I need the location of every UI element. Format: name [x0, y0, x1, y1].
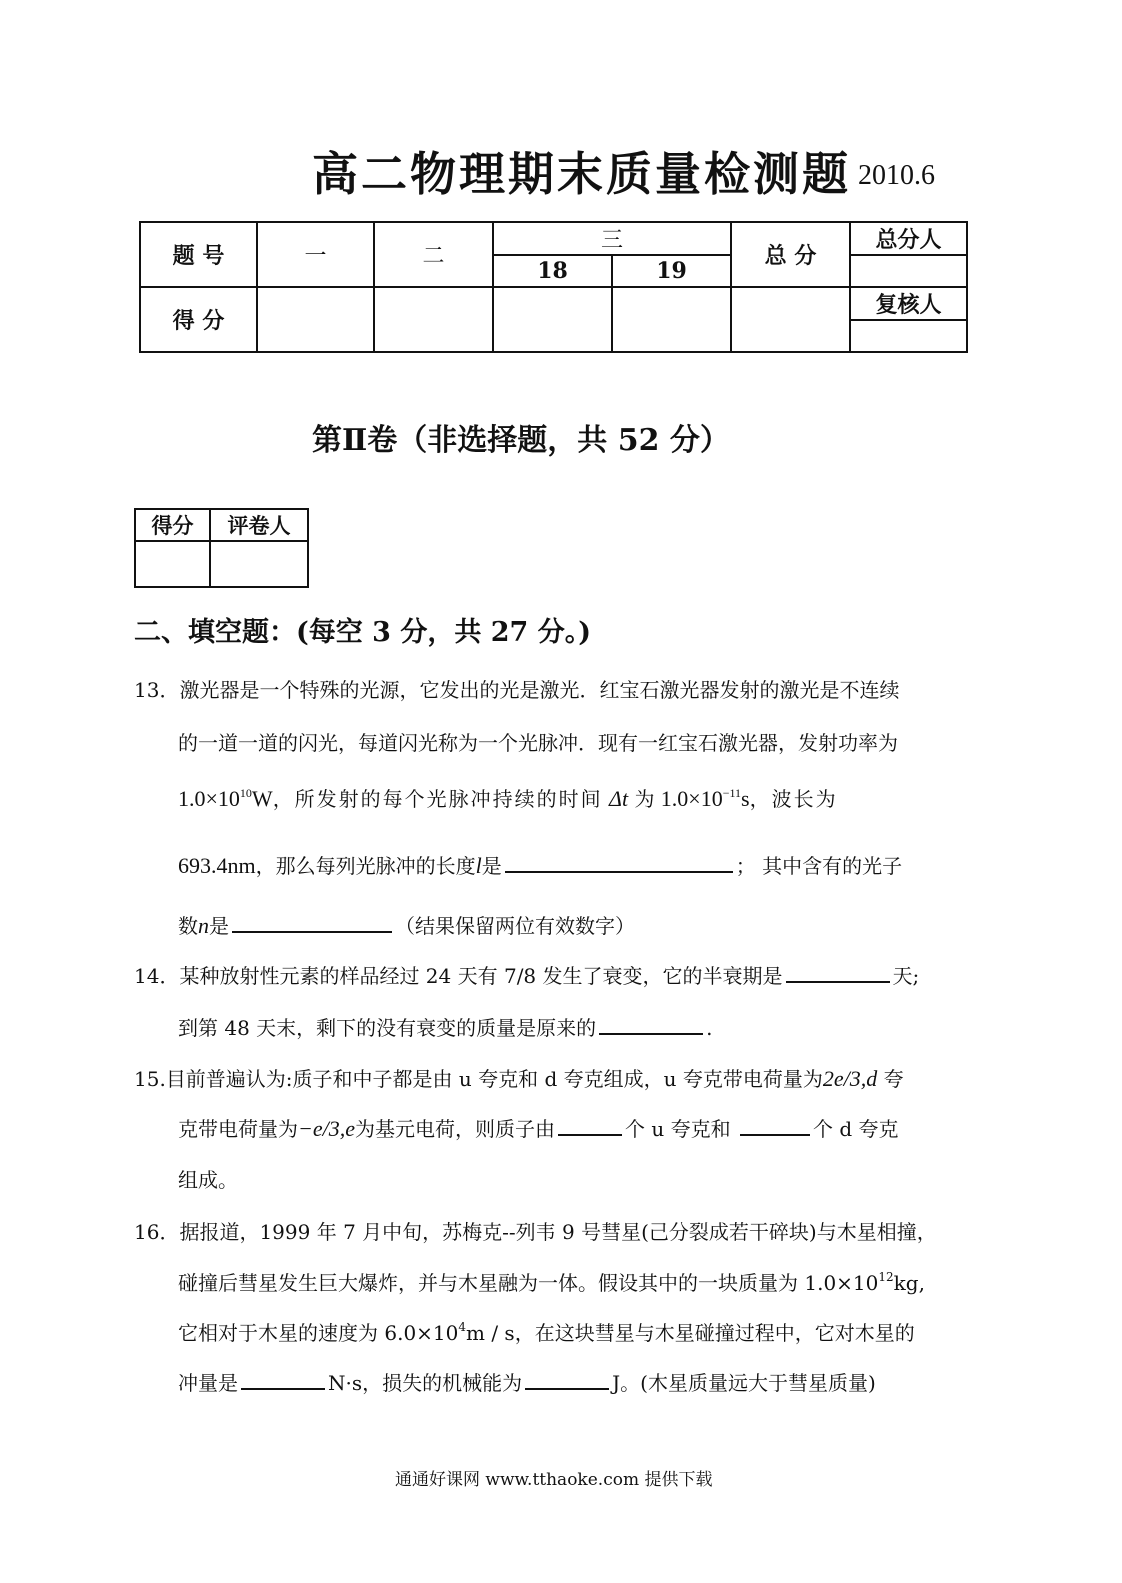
q14-half-life-blank[interactable] [786, 980, 890, 983]
q13-line4: 693.4nm，那么每列光脉冲的长度l是 ； 其中含有的光子 [178, 853, 903, 878]
score-cell-q18 [493, 287, 612, 352]
q13-number: 13． [134, 678, 180, 702]
section-title: 第Ⅱ卷（非选择题，共 52 分） [312, 423, 730, 458]
q15-line3: 组成。 [178, 1168, 238, 1192]
grader-score-cell [135, 541, 210, 587]
header-part-three: 三 [493, 222, 731, 255]
q15-number: 15. [134, 1067, 166, 1091]
q13-photon-count-blank[interactable] [232, 930, 392, 933]
score-table [139, 221, 968, 353]
q16-line4: 冲量是 N·s，损失的机械能为 J。(木星质量远大于彗星质量) [178, 1371, 876, 1395]
q16-line2: 碰撞后彗星发生巨大爆炸，并与木星融为一体。假设其中的一块质量为 $1.0\times 10^{12}kg$, [178, 1270, 925, 1295]
q16-line3: 它相对于木星的速度为 $6.0\times 10^4m / s$，在这块彗星与木星碰撞过程中，它对木星的 [178, 1320, 915, 1345]
header-q19: 19 [612, 255, 731, 287]
row-label-score: 得 分 [140, 287, 257, 352]
score-cell-q19 [612, 287, 731, 352]
q15-line2: 克带电荷量为−e/3,e为基元电荷，则质子由 个 u 夸克和 个 d 夸克 [178, 1116, 899, 1141]
header-part-two: 二 [374, 222, 493, 287]
q14-remaining-blank[interactable] [599, 1032, 703, 1035]
q16-impulse-blank[interactable] [241, 1387, 325, 1390]
score-cell-total [731, 287, 850, 352]
part-two-heading: 二、填空题：(每空 3 分，共 27 分。) [134, 617, 592, 648]
q13-pulse-time: $1.0\times 10^{-11}s$ [660, 786, 750, 811]
q15-line1: 15.目前普遍认为:质子和中子都是由 u 夸克和 d 夸克组成，u 夸克带电荷量为2e/3,d 夸 [134, 1066, 904, 1091]
q13-line3: $1.0\times 10^{10}W$，所发射的每个光脉冲持续的时间 Δt 为 $1.0\times 10^{-11}s$，波长为 [178, 786, 838, 811]
grader-name-label: 评卷人 [210, 509, 308, 541]
grader-name-cell [210, 541, 308, 587]
grader-table [134, 508, 309, 588]
q13-line5: 数n是 （结果保留两位有效数字） [178, 913, 635, 938]
header-total: 总 分 [731, 222, 850, 287]
q16-energy-loss-blank[interactable] [525, 1387, 609, 1390]
q15-d-count-blank[interactable] [740, 1133, 810, 1136]
q15-u-count-blank[interactable] [558, 1133, 622, 1136]
header-question-number: 题 号 [140, 222, 257, 287]
reviewer-cell [850, 320, 967, 352]
score-cell-part-one [257, 287, 374, 352]
page-title: 高二物理期末质量检测题 [312, 147, 851, 201]
footer-source: 通通好课网 www.tthaoke.com 提供下载 [395, 1470, 713, 1490]
score-cell-part-two [374, 287, 493, 352]
tally-person-cell [850, 255, 967, 287]
header-q18: 18 [493, 255, 612, 287]
q13-power: $1.0\times 10^{10}W$ [178, 786, 273, 811]
q16-line1: 16．据报道，1999 年 7 月中旬，苏梅克--列韦 9 号彗星(己分裂成若干碎块)与木星相撞， [134, 1220, 937, 1244]
q13-line1: 13．激光器是一个特殊的光源，它发出的光是激光．红宝石激光器发射的激光是不连续 [134, 678, 900, 702]
header-part-one: 一 [257, 222, 374, 287]
q13-line2: 的一道一道的闪光，每道闪光称为一个光脉冲．现有一红宝石激光器，发射功率为 [178, 731, 898, 755]
q16-number: 16． [134, 1220, 180, 1244]
q13-length-blank[interactable] [505, 870, 733, 873]
q14-line1: 14．某种放射性元素的样品经过 24 天有 7/8 发生了衰变，它的半衰期是 天; [134, 964, 920, 988]
q14-line2: 到第 48 天末，剩下的没有衰变的质量是原来的 . [178, 1016, 713, 1040]
grader-score-label: 得分 [135, 509, 210, 541]
header-tally-person: 总分人 [850, 222, 967, 255]
header-reviewer: 复核人 [850, 287, 967, 320]
q14-number: 14． [134, 964, 180, 988]
exam-date: 2010.6 [858, 160, 935, 191]
